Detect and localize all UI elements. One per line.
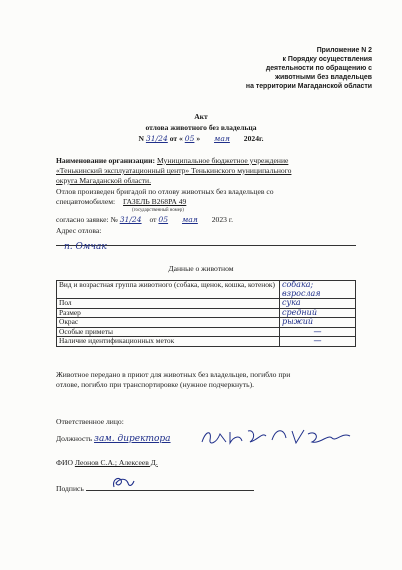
- row-label: Вид и возрастная группа животного (собака, щенок, кошка, котенок): [57, 281, 280, 299]
- request-day: 05: [158, 215, 169, 224]
- appendix-line1: Приложение N 2: [316, 47, 372, 54]
- position-label: Должность: [56, 434, 93, 443]
- day-open: «: [179, 134, 183, 143]
- vehicle-label: спецавтомобилем:: [56, 197, 116, 206]
- act-subtitle: отлова животного без владельца: [145, 123, 257, 132]
- act-year: 2024г.: [243, 134, 264, 143]
- row-label: Наличие идентификационных меток: [57, 337, 280, 347]
- fio-value: Леонов С.А.; Алексеев Д.: [74, 458, 158, 467]
- act-month: мая: [214, 134, 230, 143]
- vehicle-hint: (государственный номер): [132, 208, 184, 213]
- request-line: [56, 215, 356, 225]
- day-close: »: [196, 134, 201, 143]
- row-value: —: [280, 327, 356, 337]
- row-label: Окрас: [57, 318, 280, 328]
- number-prefix: N: [138, 134, 144, 143]
- animal-table: [56, 280, 356, 347]
- signature-line: [56, 483, 356, 494]
- address-label: Адрес отлова:: [56, 226, 102, 235]
- table-row: [57, 337, 356, 347]
- appendix-line2: к Порядку осуществления: [282, 56, 372, 63]
- address-line: [56, 226, 356, 236]
- appendix-line3: деятельности по обращению с: [265, 65, 372, 72]
- vehicle-line: [56, 197, 356, 207]
- table-row: [57, 299, 356, 309]
- fio-line: [56, 458, 356, 468]
- position-value: зам. директора: [94, 434, 171, 444]
- address-field: [56, 236, 356, 252]
- row-value: средний: [280, 308, 356, 318]
- act-day: 05: [184, 134, 195, 143]
- transfer-line1: Животное передано в приют для животных без владельцев, погибло при: [56, 370, 291, 379]
- organization-value3: округа Магаданской области.: [56, 176, 151, 185]
- signature-label: Подпись: [56, 484, 84, 493]
- request-n: №: [110, 215, 118, 224]
- signature-mark: [110, 474, 136, 490]
- request-from: от: [149, 215, 157, 224]
- address-value: п. Омчак: [64, 242, 107, 252]
- act-number-line: [0, 134, 402, 143]
- row-label: Пол: [57, 299, 280, 309]
- act-title: Акт: [194, 112, 208, 121]
- organization-label: Наименование организации:: [56, 156, 156, 165]
- appendix-line5: на территории Магаданской области: [245, 83, 372, 90]
- row-value: рыжий: [280, 318, 356, 328]
- transfer-line2: отлове, погибло при транспортировке (нужное подчеркнуть).: [56, 380, 255, 389]
- appendix-line4: животными без владельцев: [275, 74, 372, 81]
- organization-line1: [56, 156, 356, 166]
- row-label: Особые приметы: [57, 327, 280, 337]
- act-number: 31/24: [145, 134, 168, 143]
- row-label: Размер: [57, 308, 280, 318]
- organization-value2: «Тенькинский эксплуатационный центр» Тенькинского муниципального: [56, 166, 292, 175]
- organization-value1: Муниципальное бюджетное учреждение: [156, 156, 289, 165]
- responsible-heading: Ответственное лицо:: [56, 417, 124, 426]
- animal-heading: Данные о животном: [168, 264, 234, 273]
- request-label: согласно заявке:: [56, 215, 109, 224]
- position-signatures: [200, 426, 360, 448]
- request-month: мая: [181, 215, 198, 224]
- row-value: —: [280, 337, 356, 347]
- vehicle-value: ГАЗЕЛЬ В268РА 49: [123, 197, 187, 206]
- row-value: сука: [280, 299, 356, 309]
- table-row: [57, 318, 356, 328]
- request-year: 2023 г.: [211, 215, 233, 224]
- appendix-header: [152, 46, 372, 91]
- from-label: от: [169, 134, 178, 143]
- capture-line1: Отлов произведен бригадой по отлову животных без владельцев со: [56, 187, 274, 196]
- table-row: [57, 281, 356, 299]
- row-value: собака; взрослая: [280, 281, 356, 299]
- request-number: 31/24: [119, 215, 142, 224]
- fio-label: ФИО: [56, 458, 73, 467]
